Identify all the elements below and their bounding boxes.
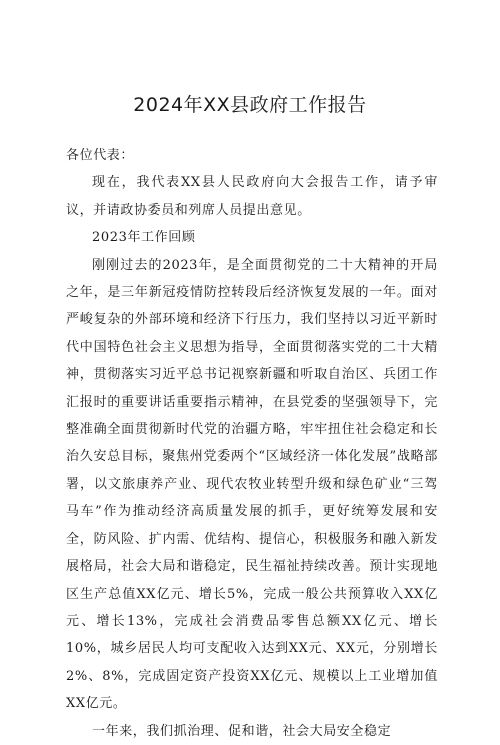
closing-line: 一年来，我们抓治理、促和谐，社会大局安全稳定: [92, 723, 392, 739]
salutation: 各位代表：: [66, 148, 135, 163]
document-title: 2024年XX县政府工作报告: [133, 94, 367, 116]
document-body: [66, 142, 438, 745]
intro-paragraph: 现在，我代表XX县人民政府向大会报告工作，请予审议，并请政协委员和列席人员提出意见。: [66, 175, 438, 218]
section-heading: 2023年工作回顾: [92, 230, 196, 246]
review-paragraph: 刚刚过去的2023年，是全面贯彻党的二十大精神的开局之年，是三年新冠疫情防控转段后经济恢复发展的一年。面对严峻复杂的外部环境和经济下行压力，我们坚持以习近平新时代中国特色社会主义思想为指导，全面贯彻落实党的二十大精神，贯彻落实习近平总书记视察新疆和听取自治区、兵团工作汇报时的重要讲话重要指示精神，在县党委的坚强领导下，完整准确全面贯彻新时代党的治疆方略，牢牢扭住社会稳定和长治久安总目标，聚焦州党委两个“区域经济一体化发展”战略部署，以文旅康养产业、现代农牧业转型升级和绿色矿业“三驾马车”作为推动经济高质量发展的抓手，更好统筹发展和安全，防风险、扩内需、优结构、提信心，积极服务和融入新发展格局，社会大局和谐稳定，民生福祉持续改善。预计实现地区生产总值XX亿元、增长5%，完成一般公共预算收入XX亿元、增长13%，完成社会消费品零售总额XX亿元、增长10%，城乡居民人均可支配收入达到XX元、XX元，分别增长2%、8%，完成固定资产投资XX亿元、规模以上工业增加值XX亿元。: [66, 257, 438, 712]
